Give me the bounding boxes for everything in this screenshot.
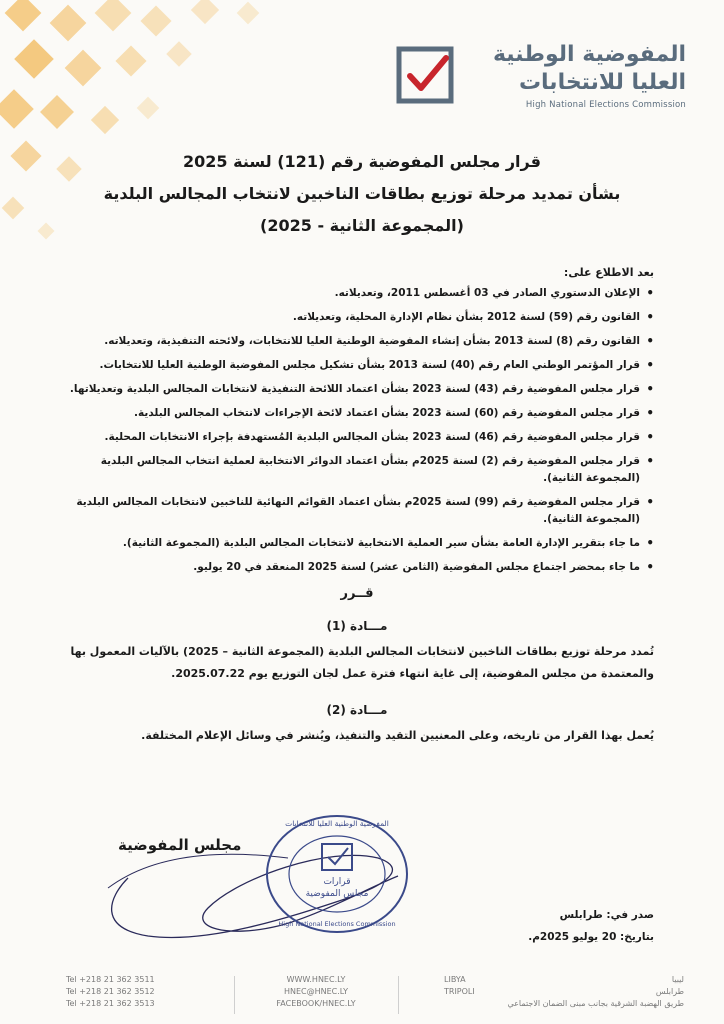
references-intro: بعد الاطلاع على: — [563, 266, 654, 279]
reference-item: • قرار المؤتمر الوطني العام رقم (40) لسنة 2013 بشأن تشكيل مجلس المفوضية الوطنية العليا للانتخابات. — [60, 357, 654, 374]
footer-phone: Tel +218 21 362 3511 — [66, 975, 155, 984]
stamp-top-text: المفوضية الوطنية العليا للانتخابات — [285, 819, 389, 828]
reference-item: • قرار مجلس المفوضية رقم (46) لسنة 2023 بشأن المجالس البلدية المُستهدفة بإجراء الانتخابات المحلية. — [60, 429, 654, 446]
stamp-ballot-icon — [322, 844, 352, 870]
footer-phones — [66, 974, 155, 1010]
reference-item: • القانون رقم (8) لسنة 2013 بشأن إنشاء المفوضية الوطنية العليا للانتخابات، ولائحته التنفيذية، وتعديلاته. — [60, 333, 654, 350]
references-list — [60, 285, 654, 576]
article-2-text: يُعمل بهذا القرار من تاريخه، وعلى المعنيين التقيد والتنفيذ، ويُنشر في وسائل الإعلام المختلفة. — [141, 729, 654, 742]
footer — [66, 974, 684, 1018]
footer-country-en: LIBYA — [444, 975, 466, 984]
footer-city-en: TRIPOLI — [444, 987, 475, 996]
org-name-ar-line1: المفوضية الوطنية — [492, 42, 686, 67]
reference-item: • القانون رقم (59) لسنة 2012 بشأن نظام الإدارة المحلية، وتعديلاته. — [60, 309, 654, 326]
footer-city-ar: طرابلس — [655, 987, 684, 996]
footer-address-ar: طريق الهضبة الشرقية بجانب مبنى الضمان الاجتماعي — [507, 999, 684, 1008]
footer-email-link[interactable]: HNEC@HNEC.LY — [283, 987, 349, 996]
stamp-center-line1: قرارات — [323, 877, 351, 887]
footer-facebook-link[interactable]: FACEBOOK/HNEC.LY — [276, 999, 356, 1008]
org-name-ar-line2: العليا للانتخابات — [518, 70, 686, 95]
issued-info — [528, 904, 654, 948]
footer-location-en — [444, 974, 475, 998]
decision-group: (المجموعة الثانية - 2025) — [260, 216, 464, 235]
article-2-heading: مـــادة (2) — [326, 703, 388, 717]
reference-item: • قرار مجلس المفوضية رقم (99) لسنة 2025م بشأن اعتماد القوائم النهائية للناخبين لانتخابات المجالس البلدية (المجموعة الثانية). — [60, 494, 654, 528]
footer-website-link[interactable]: WWW.HNEC.LY — [286, 975, 346, 984]
reference-item: • ما جاء بتقرير الإدارة العامة بشأن سير العملية الانتخابية لانتخابات المجالس البلدية (المجموعة الثانية). — [60, 535, 654, 552]
stamp-bottom-text: High National Elections Commission — [278, 920, 396, 928]
reference-item: • قرار مجلس المفوضية رقم (60) لسنة 2023 بشأن اعتماد لائحة الإجراءات لانتخاب المجالس البلدية. — [60, 405, 654, 422]
reference-item: • ما جاء بمحضر اجتماع مجلس المفوضية (الثامن عشر) لسنة 2025 المنعقد في 20 يوليو. — [60, 559, 654, 576]
reference-item: • قرار مجلس المفوضية رقم (43) لسنة 2023 بشأن اعتماد اللائحة التنفيذية لانتخابات المجالس البلدية وتعديلاتها. — [60, 381, 654, 398]
article-1-heading: مـــادة (1) — [326, 619, 388, 633]
footer-phone: Tel +218 21 362 3512 — [66, 987, 155, 996]
issued-date: بتاريخ: 20 يوليو 2025م. — [528, 931, 654, 943]
reference-item: • قرار مجلس المفوضية رقم (2) لسنة 2025م بشأن اعتماد الدوائر الانتخابية لعملية انتخاب المجالس البلدية (المجموعة الثانية). — [60, 453, 654, 487]
issued-place: صدر في: طرابلس — [559, 909, 654, 921]
footer-divider — [234, 976, 235, 1014]
hnec-logo — [396, 42, 686, 114]
decision-body — [60, 266, 654, 747]
decides-heading: قــرر — [340, 586, 374, 601]
reference-item: • الإعلان الدستوري الصادر في 03 أغسطس 2011، وتعديلاته. — [60, 285, 654, 302]
signature-label: مجلس المفوضية — [118, 836, 242, 854]
ballot-check-logo-icon — [396, 46, 454, 104]
footer-divider — [398, 976, 399, 1014]
org-name-en: High National Elections Commission — [525, 100, 686, 110]
official-stamp — [262, 812, 412, 936]
stamp-center-line2: مجلس المفوضية — [305, 889, 369, 899]
decision-title-block — [60, 146, 664, 242]
article-1-text: تُمدد مرحلة توزيع بطاقات الناخبين لانتخابات المجالس البلدية (المجموعة الثانية – 2025) بالآليات المعمول بها والمعتمدة من مجلس المفوضية، إلى غاية انتهاء فترة عمل لجان التوزيع يوم 2025.07.22. — [70, 645, 654, 680]
decision-title: قرار مجلس المفوضية رقم (121) لسنة 2025 — [183, 152, 541, 171]
footer-country-ar: ليبيا — [671, 975, 684, 984]
footer-location-ar — [484, 974, 684, 1010]
footer-phone: Tel +218 21 362 3513 — [66, 999, 155, 1008]
decision-subject: بشأن تمديد مرحلة توزيع بطاقات الناخبين لانتخاب المجالس البلدية — [103, 184, 621, 203]
footer-web — [256, 974, 376, 1010]
